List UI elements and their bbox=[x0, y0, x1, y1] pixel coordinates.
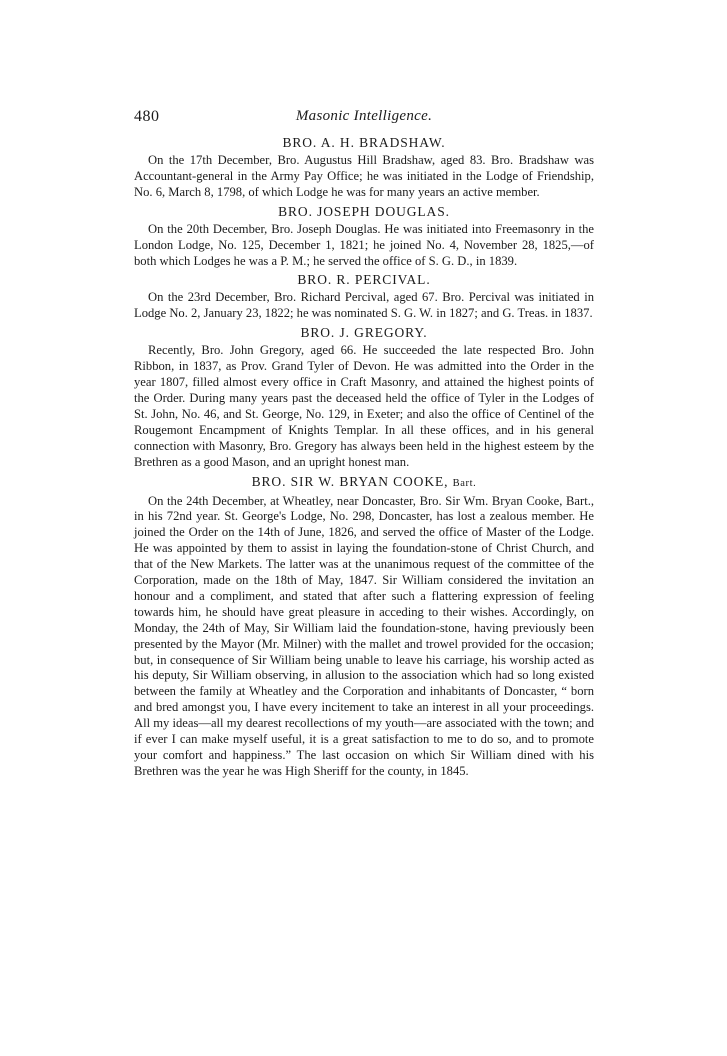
obituary-cooke bbox=[134, 473, 594, 780]
running-head bbox=[134, 108, 594, 130]
obituary-bradshaw bbox=[134, 134, 594, 201]
obituary-heading bbox=[134, 473, 594, 493]
obituary-gregory bbox=[134, 324, 594, 470]
obituary-text: On the 24th December, at Wheatley, near Doncaster, Bro. Sir Wm. Bryan Cooke, Bart., in his 72nd year. St. George's Lodge, No. 298, Doncaster, has lost a zealous member. He joined the Order on the 14th of June, 1826, and served the office of Master of the Lodge. He was appointed by them to assist in laying the foundation-stone of Christ Church, and that of the New Markets. The latter was at the unanimous request of the committee of the Corporation, made on the 18th of May, 1847. Sir William considered the invitation an honour and a compliment, and stated that after such a flattering expression of feeling towards him, he should have great pleasure in acceding to their wishes. Accordingly, on Monday, the 24th of May, Sir William laid the foundation-stone, having previously been presented by the Mayor (Mr. Milner) with the mallet and trowel provided for the occasion; but, in consequence of Sir William being unable to leave his carriage, his worship acted as his deputy, Sir William observing, in allusion to the association which had so long existed between the family at Wheatley and the Corporation and inhabitants of Doncaster, “ born and bred amongst you, I have every incitement to take an interest in all your proceedings. All my ideas—all my dearest recollections of my youth—are associated with the town; and if ever I can make myself useful, it is a great satisfaction to me to do so, and to promote your comfort and happiness.” The last occasion on which Sir William dined with his Brethren was the year he was High Sheriff for the county, in 1845. bbox=[134, 493, 594, 778]
obituary-heading-name: BRO. SIR W. BRYAN COOKE, bbox=[251, 473, 449, 489]
obituary-heading-title: Bart. bbox=[452, 477, 477, 489]
obituary-percival bbox=[134, 271, 594, 322]
obituary-heading: BRO. A. H. BRADSHAW. bbox=[282, 135, 446, 150]
obituary-text: On the 20th December, Bro. Joseph Douglas. He was initiated into Freemasonry in the London Lodge, No. 125, December 1, 1821; he joined No. 4, November 28, 1825,—of both which Lodges he was a P. M.; he served the office of S. G. D., in 1839. bbox=[134, 221, 594, 268]
book-page bbox=[134, 108, 594, 781]
obituary-douglas bbox=[134, 203, 594, 270]
obituary-text: On the 23rd December, Bro. Richard Percival, aged 67. Bro. Percival was initiated in Lodge No. 2, January 23, 1822; he was nominated S. G. W. in 1827; and G. Treas. in 1837. bbox=[134, 290, 594, 321]
obituary-heading: BRO. R. PERCIVAL. bbox=[297, 272, 431, 288]
obituary-heading: BRO. JOSEPH DOUGLAS. bbox=[278, 203, 450, 219]
running-title: Masonic Intelligence. bbox=[295, 108, 433, 124]
obituary-heading: BRO. J. GREGORY. bbox=[300, 325, 428, 341]
obituary-text: Recently, Bro. John Gregory, aged 66. He succeeded the late respected Bro. John Ribbon, in 1837, as Prov. Grand Tyler of Devon. He was admitted into the Order in the year 1807, filled almost every office in Craft Masonry, and attained the highest points of the Order. During many years past the deceased held the office of Tyler in the Lodges of St. John, No. 46, and St. George, No. 129, in Exeter; and also the office of Centinel of the Rougemont Encampment of Knights Templar. In all these offices, and in his general connection with Masonry, Bro. Gregory has always been held in the highest esteem by the Brethren as a good Mason, and an upright honest man. bbox=[134, 343, 594, 469]
page-number: 480 bbox=[134, 108, 160, 125]
obituary-text: On the 17th December, Bro. Augustus Hill Bradshaw, aged 83. Bro. Bradshaw was Accountant-general in the Army Pay Office; he was initiated in the Lodge of Friendship, No. 6, March 8, 1798, of which Lodge he was for many years an active member. bbox=[134, 153, 594, 199]
